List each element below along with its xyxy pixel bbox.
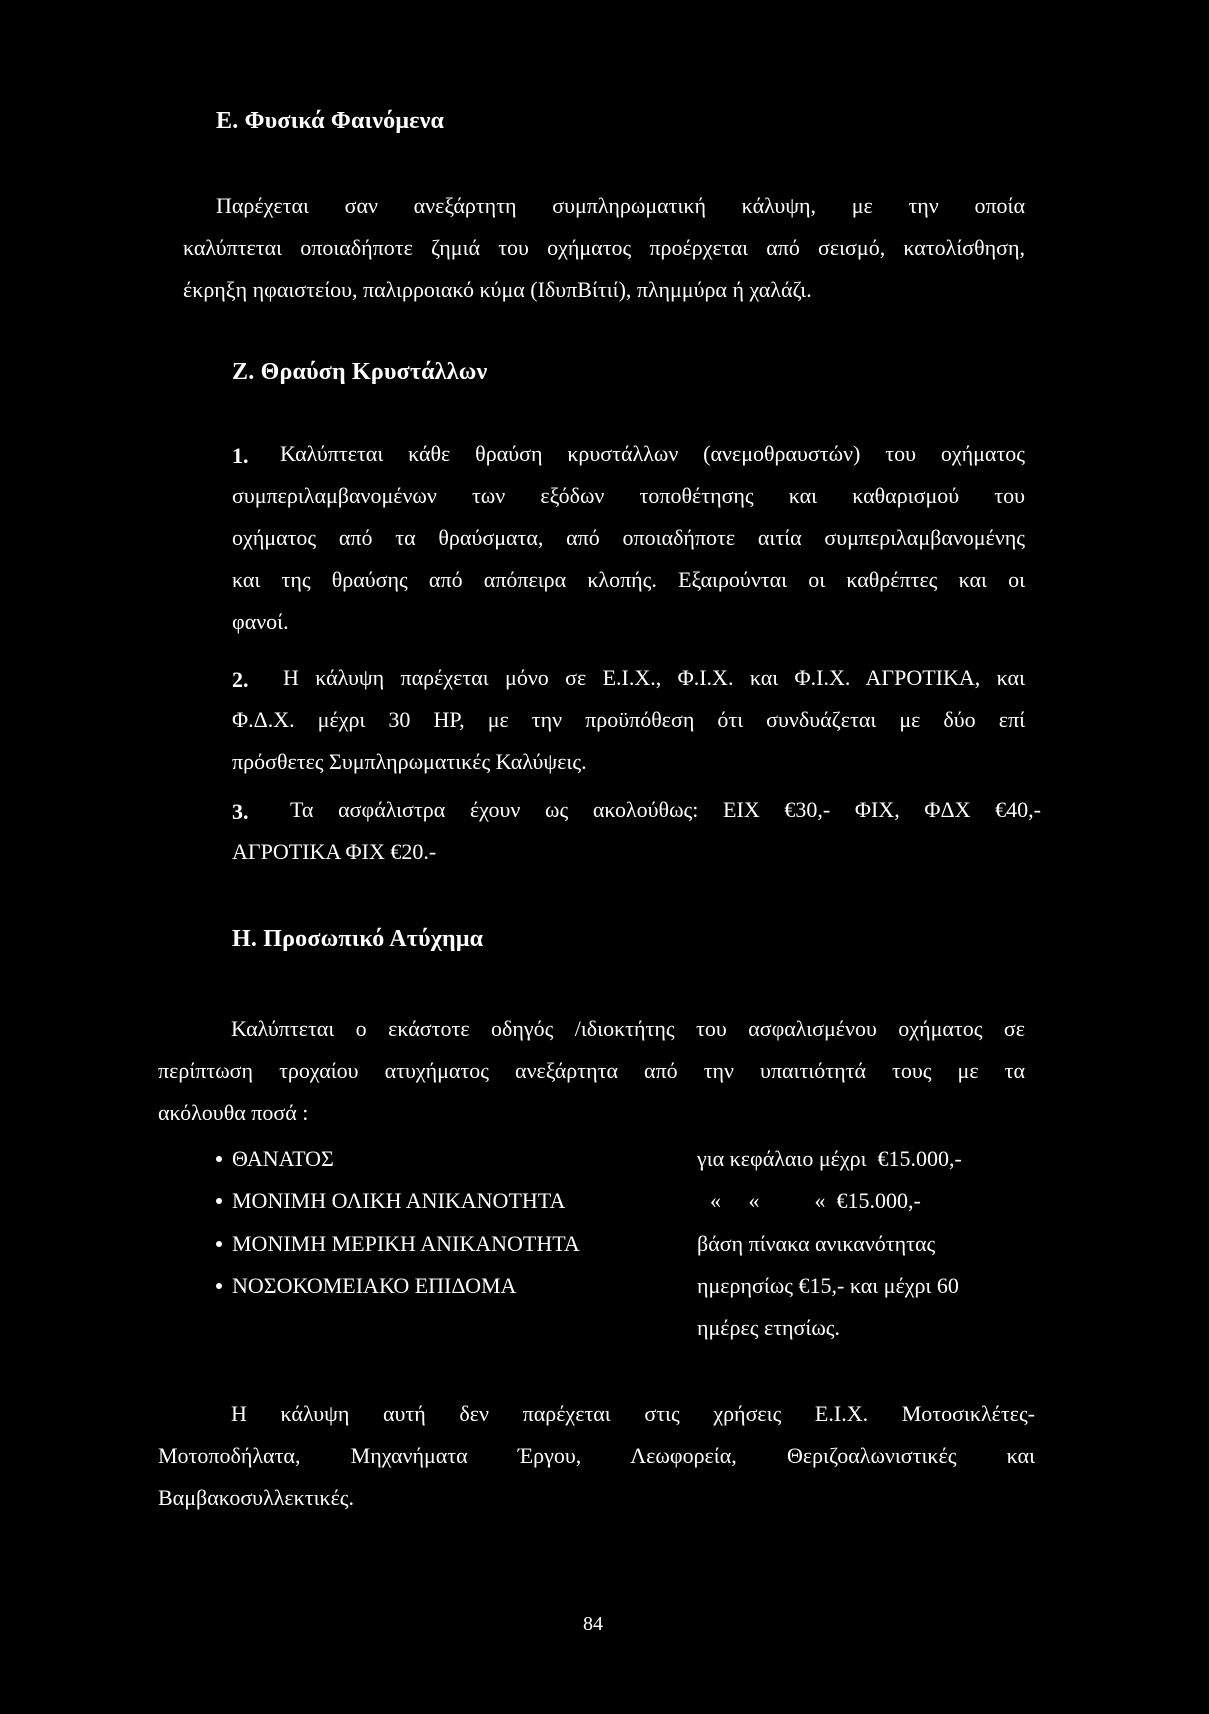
page-number: 84	[583, 1613, 603, 1635]
section-e-heading: Ε. Φυσικά Φαινόμενα	[216, 108, 445, 134]
section-h-intro-line: ακόλουθα ποσά :	[158, 1100, 309, 1125]
exclusion-line: Βαμβακοσυλλεκτικές.	[158, 1485, 355, 1510]
benefit-continuation: ημέρες ετησίως.	[697, 1315, 841, 1340]
benefit-value: « « « €15.000,-	[710, 1188, 921, 1213]
item-2-line: πρόσθετες Συμπληρωματικές Καλύψεις.	[232, 749, 587, 774]
item-2-line: Η κάλυψη παρέχεται μόνο σε Ε.Ι.Χ., Φ.Ι.Χ. και Φ.Ι.Χ. ΑΓΡΟΤΙΚΑ, και	[283, 665, 1025, 690]
exclusion-line: Η κάλυψη αυτή δεν παρέχεται στις χρήσεις Ε.Ι.Χ. Μοτοσικλέτες-	[231, 1401, 1035, 1426]
section-e-line: έκρηξη ηφαιστείου, παλιρροιακό κύμα (ΙδυπΒίτιί), πλημμύρα ή χαλάζι.	[183, 277, 812, 302]
benefit-value: βάση πίνακα ανικανότητας	[697, 1231, 936, 1256]
section-e-line: καλύπτεται οποιαδήποτε ζημιά του οχήματος προέρχεται από σεισμό, κατολίσθηση,	[183, 235, 1025, 260]
section-e-line: Παρέχεται σαν ανεξάρτητη συμπληρωματική κάλυψη, με την οποία	[216, 193, 1025, 218]
item-1-paragraph	[232, 433, 1025, 643]
item-3-paragraph	[232, 789, 1041, 873]
item-1-line: συμπεριλαμβανομένων των εξόδων τοποθέτησης και καθαρισμού του	[232, 483, 1025, 508]
item-1-line: Καλύπτεται κάθε θραύση κρυστάλλων (ανεμοθραυστών) του οχήματος	[280, 441, 1025, 466]
section-h-intro-line: Καλύπτεται ο εκάστοτε οδηγός /ιδιοκτήτης του ασφαλισμένου οχήματος σε	[231, 1016, 1025, 1041]
exclusion-paragraph	[158, 1393, 1035, 1519]
section-h-intro-line: περίπτωση τροχαίου ατυχήματος ανεξάρτητα από την υπαιτιότητά τους με τα	[158, 1058, 1025, 1083]
benefit-label: ΘΑΝΑΤΟΣ	[232, 1146, 334, 1171]
item-1-line: φανοί.	[232, 609, 289, 634]
section-e-paragraph	[183, 185, 1025, 311]
item-2-line: Φ.Δ.Χ. μέχρι 30 ΗΡ, με την προϋπόθεση ότι συνδυάζεται με δύο επί	[232, 707, 1025, 732]
item-1-number: 1.	[232, 443, 249, 468]
benefit-value: για κεφάλαιο μέχρι €15.000,-	[697, 1146, 962, 1171]
benefit-item	[216, 1146, 334, 1172]
item-1-line: οχήματος από τα θραύσματα, από οποιαδήποτε αιτία συμπεριλαμβανομένης	[232, 525, 1025, 550]
benefit-label: ΝΟΣΟΚΟΜΕΙΑΚΟ ΕΠΙΔΟΜΑ	[232, 1273, 517, 1298]
bullet-icon	[216, 1241, 222, 1247]
benefit-label: ΜΟΝΙΜΗ ΟΛΙΚΗ ΑΝΙΚΑΝΟΤΗΤΑ	[232, 1188, 566, 1213]
benefit-item	[216, 1231, 580, 1257]
item-2-paragraph	[232, 657, 1025, 783]
bullet-icon	[216, 1283, 222, 1289]
item-1-line: και της θραύσης από απόπειρα κλοπής. Εξαιρούνται οι καθρέπτες και οι	[232, 567, 1025, 592]
item-2-number: 2.	[232, 667, 249, 692]
item-3-line: Τα ασφάλιστρα έχουν ως ακολούθως: ΕΙΧ €30,- ΦΙΧ, ΦΔΧ €40,-	[290, 797, 1041, 822]
benefit-item	[216, 1273, 516, 1299]
item-3-number: 3.	[232, 799, 249, 824]
benefit-value: ημερησίως €15,- και μέχρι 60	[697, 1273, 959, 1298]
bullet-icon	[216, 1198, 222, 1204]
benefit-item	[216, 1188, 565, 1214]
section-h-heading: Η. Προσωπικό Ατύχημα	[232, 926, 484, 952]
bullet-icon	[216, 1156, 222, 1162]
benefit-label: ΜΟΝΙΜΗ ΜΕΡΙΚΗ ΑΝΙΚΑΝΟΤΗΤΑ	[232, 1231, 580, 1256]
section-h-intro	[158, 1008, 1025, 1134]
section-z-heading: Ζ. Θραύση Κρυστάλλων	[232, 359, 488, 385]
exclusion-line: Μοτοποδήλατα, Μηχανήματα Έργου, Λεωφορεία, Θεριζοαλωνιστικές και	[158, 1443, 1035, 1468]
item-3-line: ΑΓΡΟΤΙΚΑ ΦΙΧ €20.-	[232, 839, 437, 864]
